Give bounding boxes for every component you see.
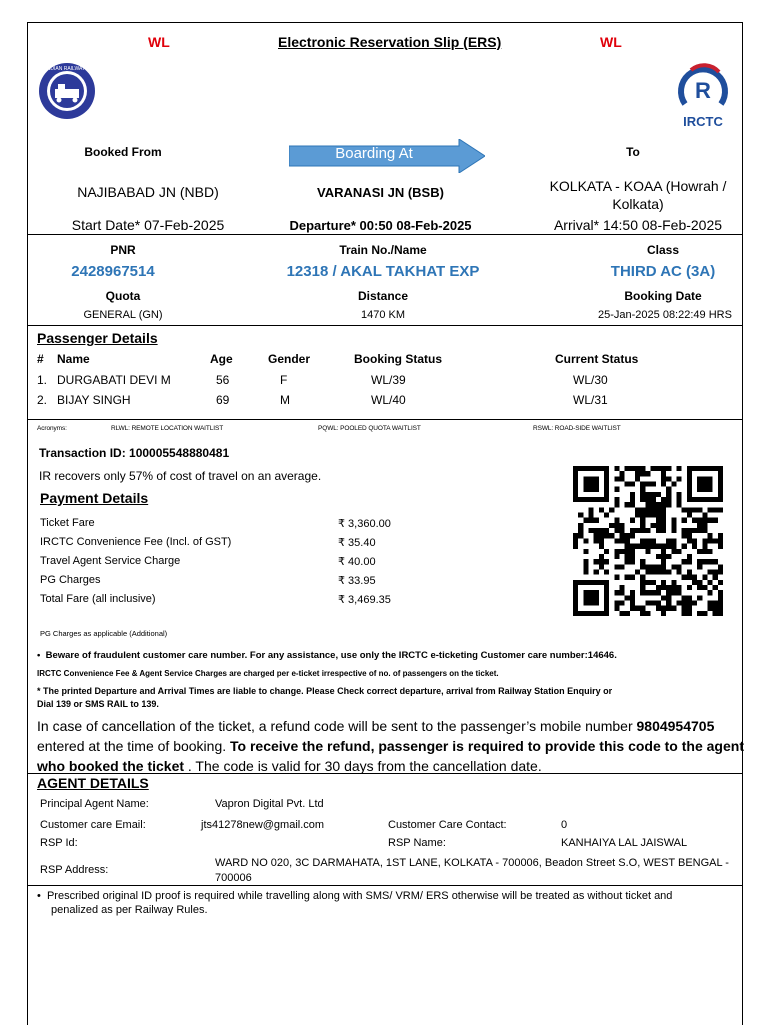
pnr-label: PNR <box>110 243 136 257</box>
quota-value: GENERAL (GN) <box>83 309 163 321</box>
passenger-section-title: Passenger Details <box>37 330 158 346</box>
passenger-age: 69 <box>216 393 230 407</box>
col-header-gender: Gender <box>268 352 311 366</box>
wl-left: WL <box>148 34 170 50</box>
start-date: Start Date* 07-Feb-2025 <box>71 217 225 233</box>
payment-label: PG Charges <box>40 574 101 586</box>
payment-label: Ticket Fare <box>40 517 95 529</box>
pnr-value: 2428967514 <box>71 263 155 280</box>
booking-date-value: 25-Jan-2025 08:22:49 HRS <box>598 309 732 321</box>
boarding-station: VARANASI JN (BSB) <box>317 185 444 200</box>
rsp-name-value: KANHAIYA LAL JAISWAL <box>561 837 688 849</box>
payment-value: ₹ 33.95 <box>338 575 376 587</box>
fraud-notice: • Beware of fraudulent customer care number. For any assistance, use only the IRCTC e-ticketing Customer care number:14646. <box>37 650 617 661</box>
from-station: NAJIBABAD JN (NBD) <box>77 184 219 200</box>
passenger-booking-status: WL/40 <box>371 393 406 407</box>
divider <box>28 325 742 326</box>
rsp-address-label: RSP Address: <box>40 864 109 876</box>
departure-time: Departure* 00:50 08-Feb-2025 <box>289 218 472 233</box>
refund-notice: In case of cancellation of the ticket, a refund code will be sent to the passenger’s mobile number 9804954705 entered at the time of booking. To receive the refund, passenger is required to provide this code to the agent who booked the ticket . The code is valid for 30 days from the cancellation date. <box>37 718 744 774</box>
ers-page <box>27 22 743 1025</box>
irctc-logo-text: IRCTC <box>683 114 723 128</box>
class-value: THIRD AC (3A) <box>610 263 716 280</box>
acronym-pqwl: PQWL: POOLED QUOTA WAITLIST <box>318 425 421 432</box>
payment-label: Total Fare (all inclusive) <box>40 593 156 605</box>
transaction-id: Transaction ID: 100005548880481 <box>39 446 230 460</box>
divider <box>28 234 742 235</box>
passenger-no: 1. <box>37 373 48 387</box>
passenger-gender: F <box>280 373 288 387</box>
contact-value: 0 <box>561 819 568 831</box>
acronym-rswl: RSWL: ROAD-SIDE WAITLIST <box>533 425 621 432</box>
to-label: To <box>626 145 640 159</box>
indian-railways-logo <box>37 61 97 121</box>
principal-agent-value: Vapron Digital Pvt. Ltd <box>215 798 324 810</box>
payment-label: Travel Agent Service Charge <box>40 555 181 567</box>
acronym-rlwl: RLWL: REMOTE LOCATION WAITLIST <box>111 425 224 432</box>
col-header-age: Age <box>210 352 233 366</box>
col-header-current-status: Current Status <box>555 352 639 366</box>
distance-label: Distance <box>357 289 409 303</box>
col-header-no: # <box>37 352 44 366</box>
to-station: KOLKATA - KOAA (Howrah / Kolkata) <box>549 178 727 212</box>
payment-value: ₹ 3,360.00 <box>338 518 391 530</box>
rsp-name-label: RSP Name: <box>388 837 446 849</box>
fee-notice: IRCTC Convenience Fee & Agent Service Charges are charged per e-ticket irrespective of no. of passengers on the ticket. <box>37 669 499 678</box>
ir-logo-text: INDIAN RAILWAYS <box>45 66 89 72</box>
passenger-no: 2. <box>37 393 48 407</box>
irctc-logo <box>673 56 733 128</box>
refund-mobile: 9804954705 <box>636 718 715 734</box>
payment-value: ₹ 3,469.35 <box>338 594 391 606</box>
divider <box>28 885 742 886</box>
rsp-id-label: RSP Id: <box>40 837 78 849</box>
payment-label: IRCTC Convenience Fee (Incl. of GST) <box>40 536 232 548</box>
agent-section-title: AGENT DETAILS <box>37 775 149 791</box>
booking-date-label: Booking Date <box>624 289 702 303</box>
arrival-time: Arrival* 14:50 08-Feb-2025 <box>553 217 723 233</box>
passenger-name: BIJAY SINGH <box>57 393 131 407</box>
passenger-gender: M <box>280 393 290 407</box>
svg-text:R: R <box>695 78 711 103</box>
passenger-age: 56 <box>216 373 230 387</box>
pg-charges-note: PG Charges as applicable (Additional) <box>40 629 168 638</box>
email-label: Customer care Email: <box>40 819 146 831</box>
contact-label: Customer Care Contact: <box>388 819 507 831</box>
passenger-current-status: WL/31 <box>573 393 608 407</box>
divider <box>28 419 742 420</box>
principal-agent-label: Principal Agent Name: <box>40 798 149 810</box>
id-proof-notice: • Prescribed original ID proof is required while travelling along with SMS/ VRM/ ERS otherwise will be treated as without ticket and penalized as per Railway Rules. <box>37 890 673 916</box>
passenger-current-status: WL/30 <box>573 373 608 387</box>
payment-value: ₹ 35.40 <box>338 537 376 549</box>
passenger-name: DURGABATI DEVI M <box>57 373 171 387</box>
recover-note: IR recovers only 57% of cost of travel on an average. <box>39 469 322 483</box>
booked-from-label: Booked From <box>84 145 162 159</box>
col-header-booking-status: Booking Status <box>354 352 443 366</box>
quota-label: Quota <box>105 289 141 303</box>
payment-value: ₹ 40.00 <box>338 556 376 568</box>
times-notice: * The printed Departure and Arrival Times are liable to change. Please Check correct departure, arrival from Railway Station Enquiry or Dial 139 or SMS RAIL to 139. <box>37 686 613 709</box>
col-header-name: Name <box>57 352 90 366</box>
class-label: Class <box>646 243 680 257</box>
wl-right: WL <box>600 34 622 50</box>
email-value: jts41278new@gmail.com <box>201 819 325 831</box>
train-label: Train No./Name <box>339 243 427 257</box>
passenger-booking-status: WL/39 <box>371 373 406 387</box>
boarding-label: Boarding At <box>335 145 413 162</box>
distance-value: 1470 KM <box>360 309 406 321</box>
payment-section-title: Payment Details <box>40 490 149 506</box>
train-value: 12318 / AKAL TAKHAT EXP <box>286 263 480 280</box>
acronyms-label: Acronyms: <box>37 425 67 432</box>
divider <box>28 773 742 774</box>
rsp-address-value: WARD NO 020, 3C DARMAHATA, 1ST LANE, KOLKATA - 700006, Beadon Street S.O, WEST BENGAL - 700006 <box>215 857 729 884</box>
page-title: Electronic Reservation Slip (ERS) <box>278 34 502 50</box>
qr-code <box>573 466 723 616</box>
